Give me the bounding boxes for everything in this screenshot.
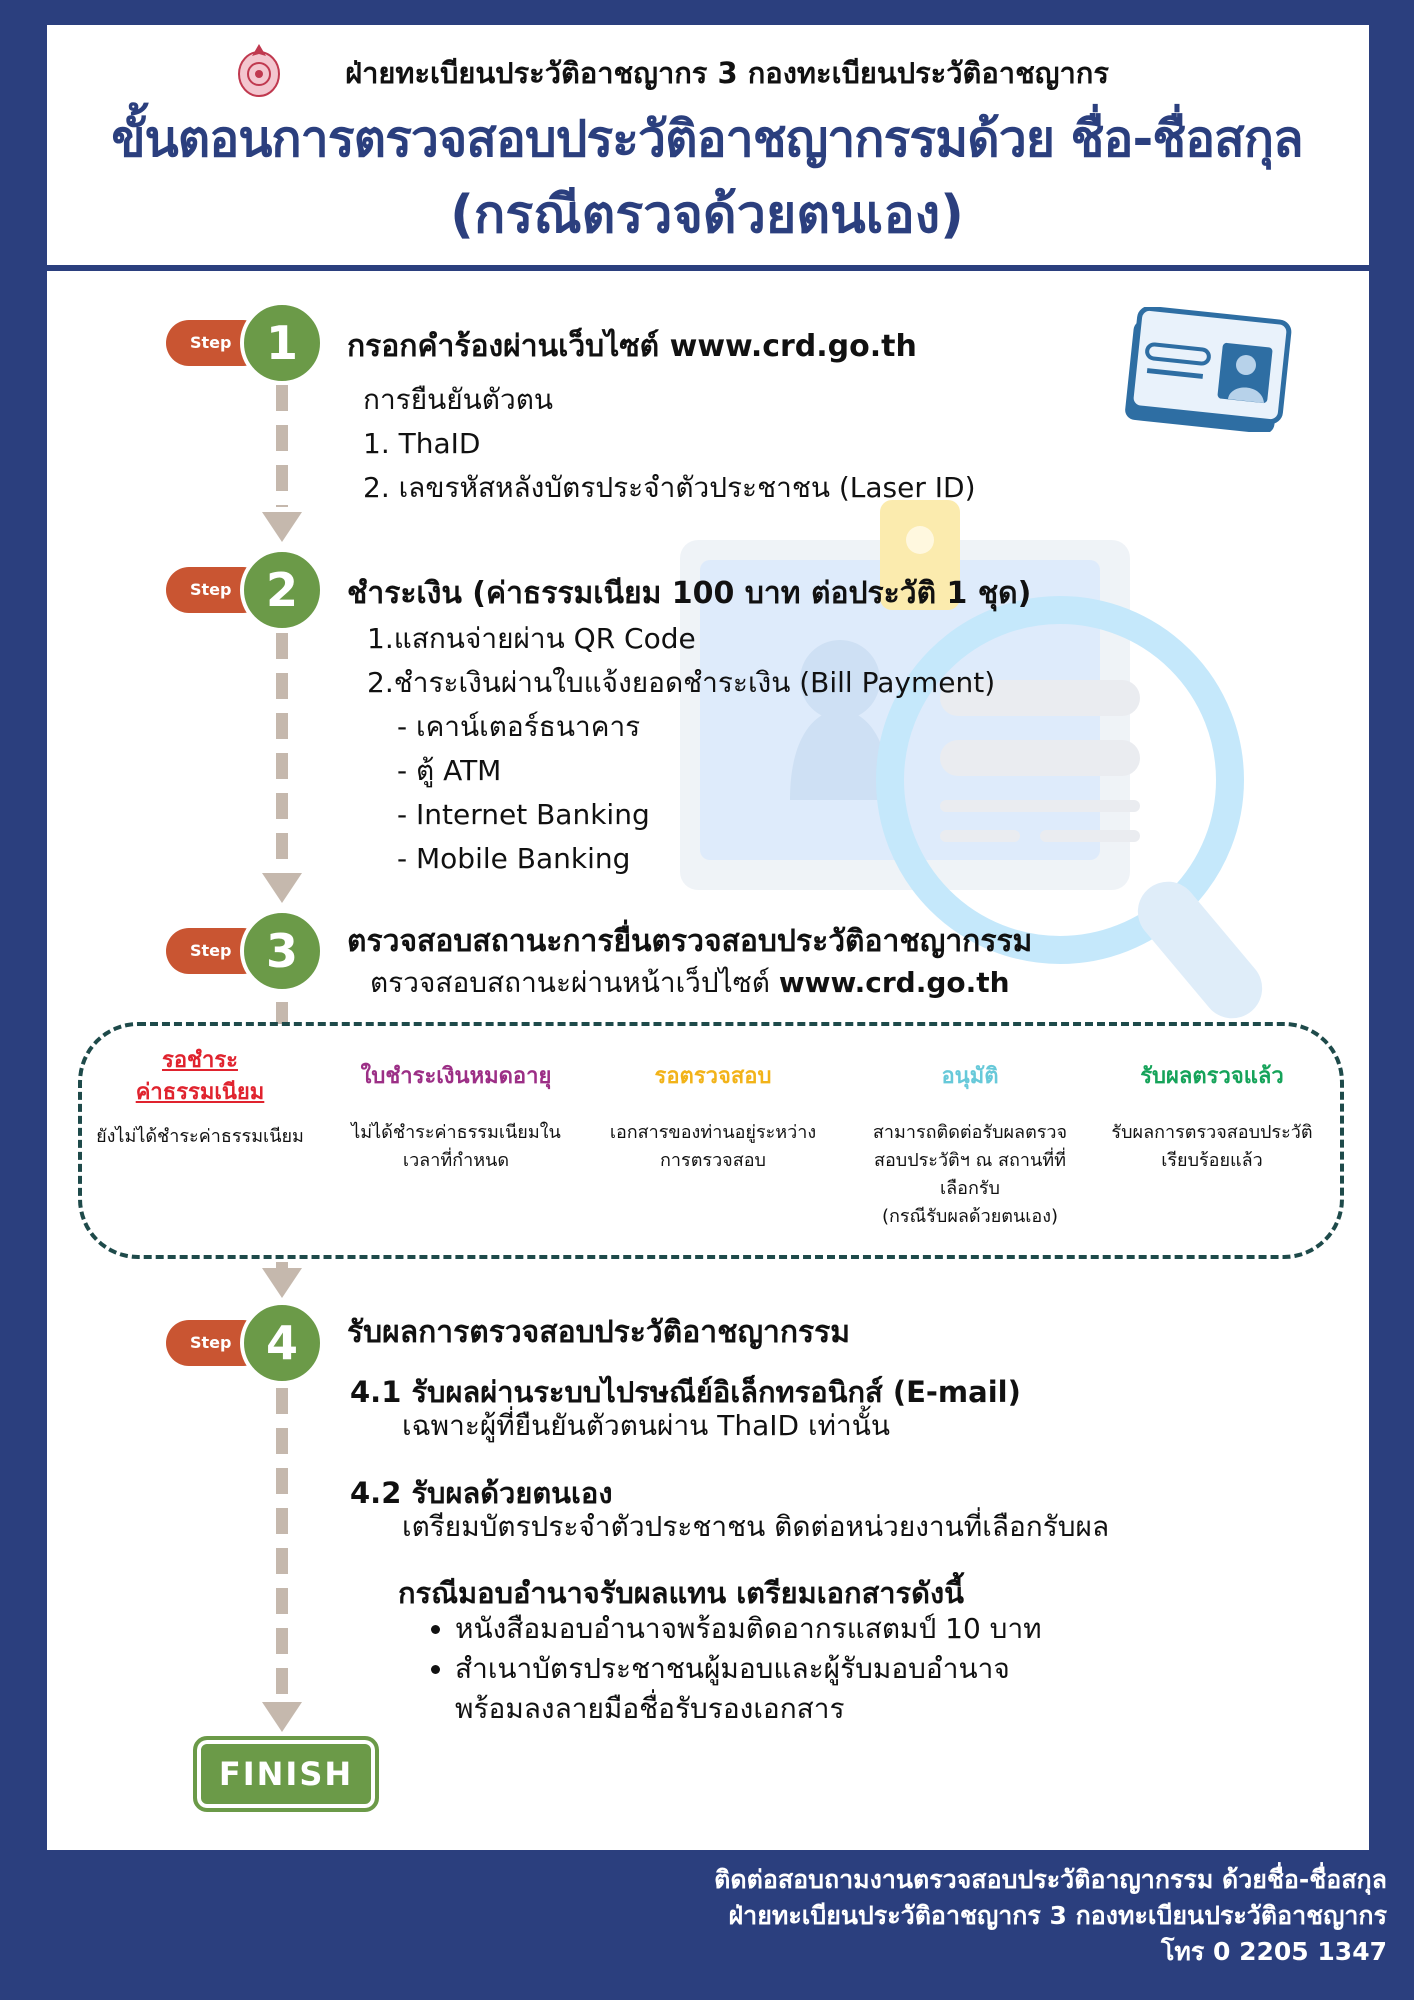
- id-card-icon: [1125, 307, 1295, 432]
- status-desc-line: เรียบร้อยแล้ว: [1161, 1150, 1263, 1171]
- step-2-line: - Mobile Banking: [397, 842, 631, 875]
- status-bill-expired: [341, 1045, 571, 1175]
- list-item: • หนังสือมอบอำนาจพร้อมติดอากรแสตมป์ 10 บาท: [455, 1609, 1042, 1649]
- footer-phone: โทร 0 2205 1347: [1160, 1937, 1387, 1966]
- header-divider: [47, 265, 1369, 271]
- status-label: รับผลตรวจแล้ว: [1140, 1064, 1284, 1089]
- footer-line: ฝ่ายทะเบียนประวัติอาชญากร 3 กองทะเบียนประวัติอาชญากร: [728, 1901, 1387, 1930]
- status-desc-line: เวลาที่กำหนด: [402, 1150, 510, 1171]
- status-label: รอตรวจสอบ: [654, 1064, 772, 1089]
- status-desc-line: สามารถติดต่อรับผลตรวจ: [872, 1122, 1068, 1143]
- email-option-title: 4.1 รับผลผ่านระบบไปรษณีย์อิเล็กทรอนิกส์ (E-mail): [350, 1375, 1021, 1409]
- arrow-down-icon: [262, 512, 302, 542]
- status-desc-line: เลือกรับ: [940, 1178, 1000, 1199]
- step-1-title: กรอกคำร้องผ่านเว็บไซต์ www.crd.go.th: [347, 329, 917, 364]
- status-desc-line: ยังไม่ได้ชำระค่าธรรมเนียม: [96, 1126, 304, 1147]
- page-title-line2: (กรณีตรวจด้วยตนเอง): [450, 185, 964, 245]
- step-1-line: 1. ThaID: [363, 427, 481, 460]
- step-2-details: [367, 617, 995, 881]
- status-under-review: [598, 1045, 828, 1175]
- step-3-text: ตรวจสอบสถานะผ่านหน้าเว็ปไซต์: [370, 966, 779, 999]
- step-1-line: การยืนยันตัวตน: [363, 383, 554, 416]
- status-desc: [85, 1123, 315, 1151]
- step-tag: Step: [166, 1320, 266, 1366]
- step-2-line: - เคาน์เตอร์ธนาคาร: [397, 710, 641, 743]
- status-approved: [855, 1045, 1085, 1231]
- status-label: ใบชำระเงินหมดอายุ: [360, 1064, 552, 1089]
- status-desc-line: สอบประวัติฯ ณ สถานที่ที่: [873, 1150, 1067, 1171]
- status-desc-line: เอกสารของท่านอยู่ระหว่าง: [609, 1122, 817, 1143]
- connector-3-status: [276, 1002, 288, 1024]
- step-number-3: 3: [240, 909, 324, 993]
- step-2-line: 1.แสกนจ่ายผ่าน QR Code: [367, 622, 696, 655]
- status-desc: [598, 1119, 828, 1175]
- footer-contact: [714, 1862, 1387, 1970]
- website-link[interactable]: www.crd.go.th: [778, 966, 1010, 999]
- status-desc: [1097, 1119, 1327, 1175]
- status-desc: [855, 1119, 1085, 1231]
- status-desc-line: รับผลการตรวจสอบประวัติ: [1111, 1122, 1313, 1143]
- status-desc-line: ไม่ได้ชำระค่าธรรมเนียมใน: [351, 1122, 561, 1143]
- step-number-1: 1: [240, 301, 324, 385]
- step-2-title: ชำระเงิน (ค่าธรรมเนียม 100 บาท ต่อประวัติ 1 ชุด): [347, 576, 1032, 611]
- self-pickup-title: 4.2 รับผลด้วยตนเอง: [350, 1476, 613, 1510]
- department-subtitle: ฝ่ายทะเบียนประวัติอาชญากร 3 กองทะเบียนประวัติอาชญากร: [345, 56, 1109, 90]
- status-result-received: [1097, 1045, 1327, 1175]
- proxy-document-list: [415, 1609, 1042, 1729]
- arrow-down-icon: [262, 1702, 302, 1732]
- finish-badge: FINISH: [193, 1736, 379, 1812]
- status-desc: [341, 1119, 571, 1175]
- status-label-line: รอชำระ: [162, 1048, 238, 1073]
- status-label: อนุมัติ: [941, 1064, 999, 1089]
- step-4-title: รับผลการตรวจสอบประวัติอาชญากรรม: [347, 1315, 851, 1350]
- connector-4-finish: [276, 1388, 288, 1700]
- step-1-details: [363, 378, 976, 510]
- list-item-continuation: พร้อมลงลายมือชื่อรับรองเอกสาร: [455, 1692, 845, 1725]
- connector-2-3: [276, 633, 288, 871]
- step-3-details: [370, 961, 1010, 1005]
- step-tag: Step: [166, 928, 266, 974]
- list-item: • สำเนาบัตรประชาชนผู้มอบและผู้รับมอบอำนาจ: [455, 1649, 1042, 1689]
- step-number-2: 2: [240, 548, 324, 632]
- step-tag: Step: [166, 567, 266, 613]
- email-option-text: เฉพาะผู้ที่ยืนยันตัวตนผ่าน ThaID เท่านั้น: [402, 1409, 890, 1442]
- page-title: ขั้นตอนการตรวจสอบประวัติอาชญากรรมด้วย ชื่อ-ชื่อสกุล: [111, 110, 1303, 168]
- step-3-line: [370, 961, 1010, 1005]
- proxy-title: กรณีมอบอำนาจรับผลแทน เตรียมเอกสารดังนี้: [398, 1576, 964, 1610]
- step-2-line: - ตู้ ATM: [397, 754, 502, 787]
- step-3-title: ตรวจสอบสถานะการยื่นตรวจสอบประวัติอาชญากรรม: [347, 924, 1033, 959]
- step-2-line: - Internet Banking: [397, 798, 650, 831]
- status-desc-line: การตรวจสอบ: [660, 1150, 766, 1171]
- status-label: [85, 1045, 315, 1109]
- status-label-line: ค่าธรรมเนียม: [135, 1080, 265, 1105]
- status-desc-line: (กรณีรับผลด้วยตนเอง): [881, 1206, 1059, 1227]
- status-awaiting-payment: [85, 1045, 315, 1151]
- step-tag: Step: [166, 320, 266, 366]
- step-1-line: 2. เลขรหัสหลังบัตรประจำตัวประชาชน (Laser ID): [363, 471, 976, 504]
- arrow-down-icon: [262, 1268, 302, 1298]
- self-pickup-text: เตรียมบัตรประจำตัวประชาชน ติดต่อหน่วยงานที่เลือกรับผล: [402, 1510, 1110, 1543]
- step-number-4: 4: [240, 1301, 324, 1385]
- arrow-down-icon: [262, 873, 302, 903]
- footer-line: ติดต่อสอบถามงานตรวจสอบประวัติอาญากรรม ด้วยชื่อ-ชื่อสกุล: [714, 1865, 1387, 1894]
- step-2-line: 2.ชำระเงินผ่านใบแจ้งยอดชำระเงิน (Bill Payment): [367, 666, 996, 699]
- connector-1-2: [276, 385, 288, 507]
